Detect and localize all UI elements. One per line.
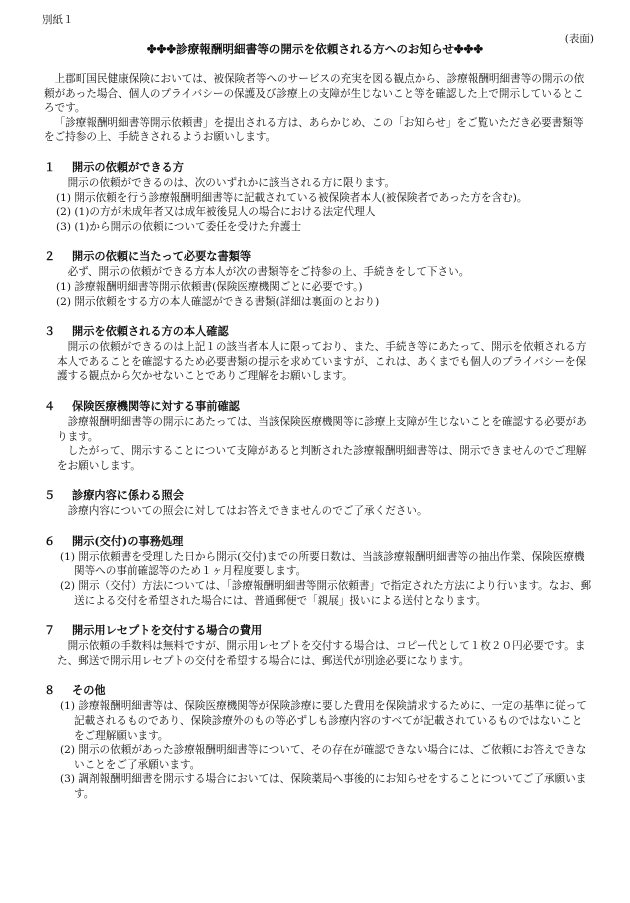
section-heading — [44, 324, 592, 339]
section-heading — [44, 623, 592, 638]
section-paragraph: したがって、開示することについて支障があると判断された診療報酬明細書等は、開示できませんのでご理解をお願いします。 — [57, 445, 587, 472]
section-paragraph: 診療報酬明細書等の開示にあたっては、当該保険医療機関等に診療上支障が生じないことを確認する必要があります。 — [57, 415, 587, 443]
section-number: １ — [44, 159, 56, 174]
section-title: 保険医療機関等に対する事前確認 — [72, 398, 240, 413]
section-title: その他 — [72, 683, 106, 698]
section-lead: 必ず、開示の依頼ができる方本人が次の書類等をご持参の上、手続きをして下さい。 — [67, 266, 470, 279]
page-side-label: (表面) — [564, 33, 594, 45]
intro-paragraph: 「診療報酬明細書等開示依頼書」を提出される方は、あらかじめ、この「お知らせ」をご覧いただき必要書類等をご持参の上、手続きされるようお願いします。 — [44, 116, 584, 144]
section-required-documents — [44, 249, 592, 309]
section-title: 開示の依頼ができる方 — [72, 159, 184, 174]
section-heading — [44, 249, 592, 264]
section-paragraph: 開示の依頼ができるのは上記１の該当者本人に限っており、また、手続き等にあたって、開示を依頼される方本人であることを確認するため必要書類の提示を求めていますが、これは、あくまでも個人のプライバシーを保護する観点から欠かせないことでありご理解をお願いします。 — [57, 341, 587, 383]
section-lead: 開示の依頼ができるのは、次のいずれかに該当される方に限ります。 — [67, 176, 396, 189]
section-number: ２ — [44, 249, 56, 264]
section-other — [44, 683, 592, 801]
list-item: (2) 開示の依頼があった診療報酬明細書等について、その存在が確認できない場合には、ご依頼にお答えできないことをご了承願います。 — [60, 744, 587, 771]
list-item: (3) (1)から開示の依頼について委任を受けた弁護士 — [56, 220, 302, 233]
list-item: (3) 調剤報酬明細書を開示する場合においては、保険薬局へ事後的にお知らせをすることについてご了承願います。 — [60, 773, 587, 800]
section-treatment-inquiries — [44, 488, 592, 519]
section-heading — [44, 488, 592, 503]
section-paragraph: 診療内容についての照会に対してはお答えできませんのでご了承ください。 — [67, 505, 428, 518]
section-title: 開示を依頼される方の本人確認 — [72, 324, 229, 339]
section-prior-confirmation — [44, 399, 592, 473]
section-heading — [44, 160, 592, 175]
intro-paragraph: 上郡町国民健康保険においては、被保険者等へのサービスの充実を図る観点から、診療報酬明細書等の開示の依頼があった場合、個人のプライバシーの保護及び診療上の支障が生じないこと等を確認した上で開示しているところです。 — [44, 73, 585, 115]
section-number: ５ — [44, 488, 56, 503]
section-identity-verification — [44, 324, 592, 384]
section-paragraph: 開示依頼の手数料は無料ですが、開示用レセプトを交付する場合は、コピー代として１枚２０円必要です。また、郵送で開示用レセプトの交付を希望する場合には、郵送代が別途必要になります。 — [57, 640, 586, 667]
section-heading — [44, 534, 592, 549]
section-number: ７ — [44, 623, 56, 638]
list-item: (1) 開示依頼を行う診療報酬明細書等に記載されている被保険者本人(被保険者であった方を含む)。 — [56, 191, 528, 204]
page-title: ✤✤✤診療報酬明細書等の開示を依頼される方へのお知らせ✤✤✤ — [146, 42, 484, 56]
section-number: ６ — [44, 533, 56, 548]
section-title: 開示(交付)の事務処理 — [72, 533, 184, 548]
section-title: 開示用レセプトを交付する場合の費用 — [72, 623, 263, 638]
section-title: 開示の依頼に当たって必要な書類等 — [72, 249, 252, 264]
list-item: (1) 診療報酬明細書等開示依頼書(保険医療機関ごとに必要です。) — [56, 280, 363, 293]
list-item: (2) 開示（交付）方法については、「診療報酬明細書等開示依頼書」で指定された方法により行います。なお、郵送による交付を希望された場合には、普通郵便で「親展」扱いによる送付となります。 — [60, 580, 592, 607]
section-number: ４ — [44, 398, 56, 413]
section-heading — [44, 683, 592, 698]
list-item: (2) 開示依頼をする方の本人確認ができる書類(詳細は裏面のとおり) — [56, 295, 380, 308]
list-item: (1) 開示依頼書を受理した日から開示(交付)までの所要日数は、当該診療報酬明細書等の抽出作業、保険医療機関等への事前確認等のため１ヶ月程度要します。 — [60, 550, 585, 578]
list-item: (1) 診療報酬明細書等は、保険医療機関等が保険診療に要した費用を保険請求するために、一定の基準に従って記載されるものであり、保険診療外のもの等必ずしも診療内容のすべてが記載されているものではないことをご理解願います。 — [60, 700, 587, 742]
section-number: ３ — [44, 324, 56, 339]
section-eligible-requesters — [44, 160, 592, 234]
attachment-label: 別紙１ — [42, 14, 74, 26]
section-number: ８ — [44, 683, 56, 698]
document-body — [44, 72, 592, 802]
list-item: (2) (1)の方が未成年者又は成年被後見人の場合における法定代理人 — [56, 206, 376, 219]
section-heading — [44, 399, 592, 414]
section-title: 診療内容に係わる照会 — [72, 488, 184, 503]
section-fees — [44, 623, 592, 668]
section-processing — [44, 534, 592, 608]
